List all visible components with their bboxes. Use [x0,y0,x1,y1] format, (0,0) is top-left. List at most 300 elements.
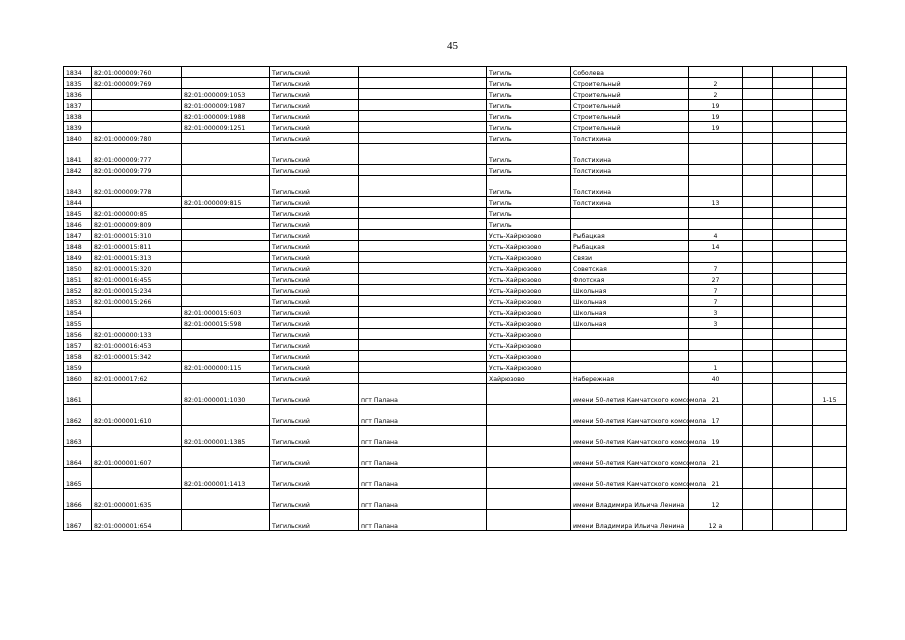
house-number-cell: 40 [689,373,743,384]
district-cell: Тигильский [270,78,359,89]
row-number: 1861 [64,384,92,405]
apartment-cell [743,263,773,274]
house-number-cell [689,219,743,230]
room-range-cell [813,274,847,285]
cadastral-number-alt-cell [182,510,270,531]
locality-cell: Тигиль [487,144,571,165]
table-row [64,241,847,252]
row-number: 1834 [64,67,92,78]
house-number-cell: 7 [689,296,743,307]
district-cell: Тигильский [270,219,359,230]
locality-cell: Усть-Хайрюзово [487,318,571,329]
apartment-cell [743,329,773,340]
extra-cell [773,252,813,263]
row-number: 1867 [64,510,92,531]
settlement-cell: пгт Палана [359,468,487,489]
apartment-cell [743,351,773,362]
street-cell: Набережная [571,373,689,384]
cadastral-number-alt-cell [182,274,270,285]
extra-cell [773,230,813,241]
cadastral-number-alt-cell [182,133,270,144]
room-range-cell [813,89,847,100]
cadastral-number-alt-cell [182,263,270,274]
locality-cell: Усть-Хайрюзово [487,329,571,340]
locality-cell [487,468,571,489]
apartment-cell [743,510,773,531]
room-range-cell [813,351,847,362]
cadastral-number-cell: 82:01:000015:313 [92,252,182,263]
table-row [64,133,847,144]
locality-cell: Тигиль [487,208,571,219]
row-number: 1848 [64,241,92,252]
cadastral-number-cell [92,307,182,318]
locality-cell: Усть-Хайрюзово [487,296,571,307]
district-cell: Тигильский [270,122,359,133]
street-cell: имени 50-летия Камчатского комсомола [571,468,689,489]
locality-cell: Усть-Хайрюзово [487,362,571,373]
extra-cell [773,307,813,318]
apartment-cell [743,384,773,405]
row-number: 1841 [64,144,92,165]
district-cell: Тигильский [270,100,359,111]
table-row [64,340,847,351]
settlement-cell: пгт Палана [359,489,487,510]
cadastral-number-alt-cell [182,230,270,241]
table-row [64,100,847,111]
district-cell: Тигильский [270,176,359,197]
extra-cell [773,426,813,447]
cadastral-number-alt-cell [182,144,270,165]
locality-cell: Усть-Хайрюзово [487,340,571,351]
street-cell: Строительный [571,122,689,133]
house-number-cell [689,340,743,351]
extra-cell [773,208,813,219]
room-range-cell [813,197,847,208]
row-number: 1856 [64,329,92,340]
room-range-cell: 1-15 [813,384,847,405]
apartment-cell [743,67,773,78]
extra-cell [773,263,813,274]
apartment-cell [743,274,773,285]
room-range-cell [813,67,847,78]
street-cell [571,351,689,362]
cadastral-number-alt-cell [182,405,270,426]
house-number-cell [689,67,743,78]
table-row [64,373,847,384]
cadastral-number-cell: 82:01:000015:320 [92,263,182,274]
row-number: 1866 [64,489,92,510]
settlement-cell: пгт Палана [359,510,487,531]
street-cell [571,329,689,340]
house-number-cell: 17 [689,405,743,426]
cadastral-number-alt-cell: 82:01:000009:815 [182,197,270,208]
room-range-cell [813,285,847,296]
settlement-cell [359,263,487,274]
extra-cell [773,384,813,405]
locality-cell: Тигиль [487,111,571,122]
register-table-body [64,67,847,531]
cadastral-number-alt-cell [182,78,270,89]
table-row [64,165,847,176]
table-row [64,307,847,318]
locality-cell [487,426,571,447]
locality-cell: Усть-Хайрюзово [487,307,571,318]
cadastral-number-cell [92,426,182,447]
extra-cell [773,241,813,252]
room-range-cell [813,362,847,373]
extra-cell [773,510,813,531]
district-cell: Тигильский [270,426,359,447]
cadastral-number-alt-cell: 82:01:000001:1030 [182,384,270,405]
apartment-cell [743,307,773,318]
table-row [64,176,847,197]
cadastral-number-alt-cell [182,219,270,230]
row-number: 1855 [64,318,92,329]
settlement-cell [359,67,487,78]
table-row [64,285,847,296]
district-cell: Тигильский [270,468,359,489]
room-range-cell [813,318,847,329]
table-row [64,263,847,274]
locality-cell [487,489,571,510]
locality-cell: Усть-Хайрюзово [487,285,571,296]
table-row [64,197,847,208]
apartment-cell [743,144,773,165]
street-cell: Школьная [571,296,689,307]
cadastral-number-cell: 82:01:000001:607 [92,447,182,468]
district-cell: Тигильский [270,252,359,263]
cadastral-number-cell: 82:01:000009:779 [92,165,182,176]
table-row [64,122,847,133]
room-range-cell [813,405,847,426]
settlement-cell [359,296,487,307]
apartment-cell [743,426,773,447]
row-number: 1837 [64,100,92,111]
cadastral-number-cell [92,384,182,405]
district-cell: Тигильский [270,351,359,362]
house-number-cell: 19 [689,122,743,133]
apartment-cell [743,447,773,468]
settlement-cell [359,111,487,122]
apartment-cell [743,230,773,241]
cadastral-number-alt-cell: 82:01:000009:1251 [182,122,270,133]
house-number-cell: 21 [689,468,743,489]
street-cell: Строительный [571,78,689,89]
extra-cell [773,133,813,144]
settlement-cell [359,362,487,373]
room-range-cell [813,373,847,384]
street-cell: Строительный [571,89,689,100]
table-row [64,351,847,362]
street-cell [571,219,689,230]
district-cell: Тигильский [270,296,359,307]
extra-cell [773,219,813,230]
table-row [64,219,847,230]
room-range-cell [813,263,847,274]
district-cell: Тигильский [270,274,359,285]
cadastral-number-cell [92,318,182,329]
cadastral-number-cell [92,122,182,133]
apartment-cell [743,89,773,100]
extra-cell [773,405,813,426]
cadastral-number-cell [92,468,182,489]
house-number-cell [689,144,743,165]
district-cell: Тигильский [270,489,359,510]
locality-cell: Тигиль [487,197,571,208]
cadastral-number-cell: 82:01:000016:453 [92,340,182,351]
cadastral-number-cell: 82:01:000015:234 [92,285,182,296]
cadastral-number-alt-cell [182,340,270,351]
locality-cell: Тигиль [487,67,571,78]
cadastral-number-alt-cell [182,447,270,468]
cadastral-number-alt-cell [182,165,270,176]
locality-cell: Усть-Хайрюзово [487,230,571,241]
settlement-cell [359,307,487,318]
cadastral-number-cell: 82:01:000015:811 [92,241,182,252]
room-range-cell [813,144,847,165]
row-number: 1857 [64,340,92,351]
house-number-cell: 12 а [689,510,743,531]
apartment-cell [743,373,773,384]
row-number: 1835 [64,78,92,89]
house-number-cell [689,329,743,340]
extra-cell [773,89,813,100]
extra-cell [773,351,813,362]
cadastral-number-cell: 82:01:000015:342 [92,351,182,362]
table-row [64,144,847,165]
settlement-cell [359,340,487,351]
house-number-cell: 19 [689,111,743,122]
house-number-cell: 21 [689,447,743,468]
house-number-cell: 13 [689,197,743,208]
district-cell: Тигильский [270,447,359,468]
house-number-cell [689,165,743,176]
locality-cell: Тигиль [487,133,571,144]
street-cell: Школьная [571,285,689,296]
street-cell: Толстихина [571,165,689,176]
street-cell: Рыбацкая [571,241,689,252]
cadastral-number-alt-cell [182,489,270,510]
room-range-cell [813,100,847,111]
cadastral-number-alt-cell: 82:01:000009:1988 [182,111,270,122]
street-cell: Толстихина [571,144,689,165]
cadastral-number-alt-cell [182,373,270,384]
street-cell: Связи [571,252,689,263]
district-cell: Тигильский [270,340,359,351]
room-range-cell [813,510,847,531]
street-cell: Школьная [571,318,689,329]
room-range-cell [813,165,847,176]
register-table [63,66,847,531]
house-number-cell: 21 [689,384,743,405]
extra-cell [773,67,813,78]
house-number-cell [689,133,743,144]
house-number-cell: 19 [689,100,743,111]
district-cell: Тигильский [270,263,359,274]
street-cell: Рыбацкая [571,230,689,241]
settlement-cell [359,176,487,197]
room-range-cell [813,307,847,318]
cadastral-number-alt-cell [182,252,270,263]
house-number-cell [689,208,743,219]
cadastral-number-cell: 82:01:000015:266 [92,296,182,307]
extra-cell [773,274,813,285]
settlement-cell: пгт Палана [359,384,487,405]
street-cell: имени 50-летия Камчатского комсомола [571,426,689,447]
locality-cell: Тигиль [487,176,571,197]
settlement-cell [359,252,487,263]
locality-cell: Тигиль [487,165,571,176]
locality-cell: Тигиль [487,78,571,89]
table-row [64,208,847,219]
cadastral-number-alt-cell [182,351,270,362]
settlement-cell [359,230,487,241]
row-number: 1846 [64,219,92,230]
locality-cell [487,384,571,405]
locality-cell: Усть-Хайрюзово [487,252,571,263]
street-cell: Толстихина [571,176,689,197]
district-cell: Тигильский [270,307,359,318]
district-cell: Тигильский [270,144,359,165]
locality-cell: Тигиль [487,100,571,111]
apartment-cell [743,165,773,176]
room-range-cell [813,208,847,219]
locality-cell: Усть-Хайрюзово [487,263,571,274]
district-cell: Тигильский [270,362,359,373]
street-cell: имени 50-летия Камчатского комсомола [571,447,689,468]
cadastral-number-alt-cell [182,208,270,219]
row-number: 1854 [64,307,92,318]
table-row [64,274,847,285]
row-number: 1844 [64,197,92,208]
row-number: 1860 [64,373,92,384]
settlement-cell [359,122,487,133]
district-cell: Тигильский [270,208,359,219]
street-cell [571,208,689,219]
table-row [64,426,847,447]
locality-cell: Тигиль [487,219,571,230]
street-cell: Соболева [571,67,689,78]
settlement-cell [359,144,487,165]
settlement-cell [359,197,487,208]
room-range-cell [813,426,847,447]
apartment-cell [743,219,773,230]
apartment-cell [743,489,773,510]
cadastral-number-cell [92,197,182,208]
room-range-cell [813,296,847,307]
settlement-cell [359,165,487,176]
row-number: 1864 [64,447,92,468]
district-cell: Тигильский [270,373,359,384]
cadastral-number-cell [92,100,182,111]
cadastral-number-alt-cell [182,67,270,78]
cadastral-number-cell: 82:01:000017:62 [92,373,182,384]
settlement-cell [359,285,487,296]
table-row [64,78,847,89]
extra-cell [773,296,813,307]
cadastral-number-alt-cell: 82:01:000015:598 [182,318,270,329]
apartment-cell [743,362,773,373]
room-range-cell [813,176,847,197]
district-cell: Тигильский [270,241,359,252]
row-number: 1838 [64,111,92,122]
row-number: 1863 [64,426,92,447]
table-row [64,67,847,78]
district-cell: Тигильский [270,165,359,176]
apartment-cell [743,122,773,133]
locality-cell [487,447,571,468]
settlement-cell: пгт Палана [359,405,487,426]
cadastral-number-alt-cell: 82:01:000001:1413 [182,468,270,489]
row-number: 1862 [64,405,92,426]
cadastral-number-cell [92,111,182,122]
cadastral-number-cell: 82:01:000009:778 [92,176,182,197]
street-cell: имени 50-летия Камчатского комсомола [571,405,689,426]
apartment-cell [743,100,773,111]
settlement-cell [359,373,487,384]
apartment-cell [743,208,773,219]
extra-cell [773,489,813,510]
locality-cell [487,405,571,426]
settlement-cell [359,219,487,230]
extra-cell [773,165,813,176]
extra-cell [773,176,813,197]
settlement-cell [359,329,487,340]
cadastral-number-cell: 82:01:000016:455 [92,274,182,285]
cadastral-number-cell: 82:01:000009:777 [92,144,182,165]
table-row [64,318,847,329]
cadastral-number-cell: 82:01:000009:809 [92,219,182,230]
row-number: 1840 [64,133,92,144]
extra-cell [773,122,813,133]
cadastral-number-cell: 82:01:000009:769 [92,78,182,89]
district-cell: Тигильский [270,285,359,296]
apartment-cell [743,318,773,329]
extra-cell [773,447,813,468]
room-range-cell [813,489,847,510]
house-number-cell [689,351,743,362]
row-number: 1839 [64,122,92,133]
row-number: 1865 [64,468,92,489]
row-number: 1843 [64,176,92,197]
extra-cell [773,144,813,165]
cadastral-number-alt-cell [182,176,270,197]
table-row [64,510,847,531]
room-range-cell [813,241,847,252]
apartment-cell [743,285,773,296]
house-number-cell: 4 [689,230,743,241]
cadastral-number-alt-cell [182,241,270,252]
room-range-cell [813,133,847,144]
district-cell: Тигильский [270,329,359,340]
street-cell: имени 50-летия Камчатского комсомола [571,384,689,405]
district-cell: Тигильский [270,67,359,78]
table-row [64,89,847,100]
apartment-cell [743,340,773,351]
cadastral-number-cell: 82:01:000001:610 [92,405,182,426]
settlement-cell [359,133,487,144]
settlement-cell [359,208,487,219]
house-number-cell: 2 [689,78,743,89]
room-range-cell [813,252,847,263]
settlement-cell [359,318,487,329]
cadastral-number-cell [92,362,182,373]
district-cell: Тигильский [270,111,359,122]
room-range-cell [813,219,847,230]
locality-cell: Усть-Хайрюзово [487,351,571,362]
extra-cell [773,318,813,329]
house-number-cell: 3 [689,318,743,329]
